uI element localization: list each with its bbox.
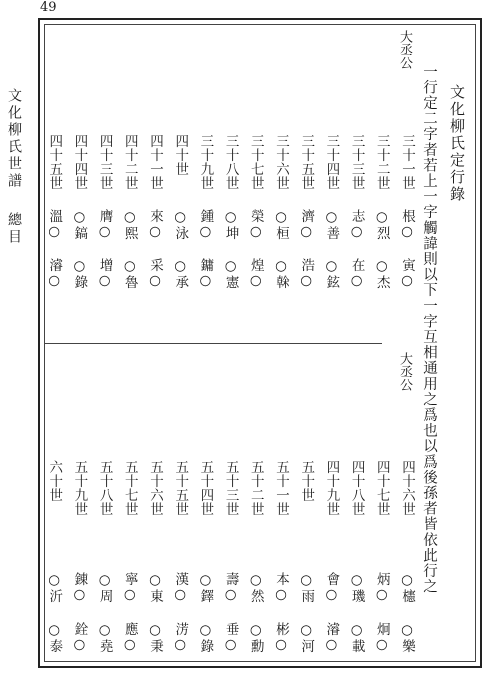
name-character-second: 寅○	[399, 258, 415, 290]
name-character-second: ○勳	[247, 622, 264, 654]
page-number: 49	[40, 0, 57, 15]
name-character-second: 浩○	[298, 258, 315, 290]
generation-label: 四十世	[172, 134, 189, 176]
generation-label: 三十六世	[273, 134, 289, 190]
name-character-first: 寧○	[121, 572, 138, 604]
generation-label: 三十七世	[247, 134, 264, 190]
name-character-second: ○秉	[147, 622, 163, 654]
generation-label: 五十五世	[172, 460, 189, 516]
rule-text: 一行定二字者若上一字觸諱則以下一字互相通用之爲也以爲後孫者皆依此行之	[421, 64, 437, 595]
generation-label: 四十七世	[373, 460, 390, 516]
name-character-second: 淓○	[172, 622, 189, 654]
name-character-second: 采○	[147, 258, 163, 290]
document-heading: 文化柳氏定行錄	[448, 84, 466, 203]
generation-label: 三十九世	[197, 134, 214, 190]
name-character-first: 濟○	[298, 209, 315, 241]
generation-label: 四十一世	[147, 134, 163, 190]
name-character-second: ○錄	[197, 622, 214, 654]
name-character-second: ○憲	[222, 258, 239, 290]
name-character-second: 在○	[348, 258, 365, 290]
name-character-second: 彬○	[273, 622, 289, 654]
generation-label: 三十四世	[323, 134, 340, 190]
name-character-first: 膺○	[96, 209, 113, 241]
name-character-second: ○鉉	[323, 258, 340, 290]
name-character-first: 本○	[273, 572, 289, 604]
name-character-second: 炯○	[373, 622, 390, 654]
name-character-first: ○周	[96, 572, 113, 604]
generation-label: 五十一世	[273, 460, 289, 516]
generation-label: 五十三世	[222, 460, 239, 516]
name-character-second: ○錄	[71, 258, 88, 290]
generation-label: 四十五世	[46, 134, 63, 190]
section-divider	[44, 343, 382, 344]
name-character-second: ○魯	[121, 258, 138, 290]
name-character-first: ○櫶	[399, 572, 415, 604]
section-label: 總目	[6, 212, 22, 246]
name-character-first: 來○	[147, 209, 163, 241]
generation-label: 五十九世	[71, 460, 88, 516]
generation-label: 五十二世	[247, 460, 264, 516]
name-character-first: ○烈	[373, 209, 390, 241]
generation-label: 四十六世	[399, 460, 415, 516]
generation-label: 三十三世	[348, 134, 365, 190]
name-character-first: ○然	[247, 572, 264, 604]
name-character-second: 增○	[96, 258, 113, 290]
name-character-second: 濬○	[46, 258, 63, 290]
name-character-second: 鏞○	[197, 258, 214, 290]
generation-label: 五十四世	[197, 460, 214, 516]
name-character-second: ○樂	[399, 622, 415, 654]
generation-label: 五十六世	[147, 460, 163, 516]
name-character-first: ○坤	[222, 209, 239, 241]
name-character-second: 煌○	[247, 258, 264, 290]
name-character-first: ○熙	[121, 209, 138, 241]
name-character-first: ○雨	[298, 572, 315, 604]
name-character-second: ○榦	[273, 258, 289, 290]
name-character-second: ○堯	[96, 622, 113, 654]
ancestor-label-lower: 大丞公	[397, 352, 412, 391]
name-character-first: ○鐸	[197, 572, 214, 604]
name-character-first: 會○	[323, 572, 340, 604]
generation-label: 三十八世	[222, 134, 239, 190]
generation-label: 五十八世	[96, 460, 113, 516]
name-character-first: ○鎬	[71, 209, 88, 241]
name-character-first: 溫○	[46, 209, 63, 241]
name-character-first: 壽○	[222, 572, 239, 604]
name-character-second: ○河	[298, 622, 315, 654]
name-character-second: ○載	[348, 622, 365, 654]
generation-label: 四十三世	[96, 134, 113, 190]
name-character-first: ○沂	[46, 572, 63, 604]
name-character-second: 垂○	[222, 622, 239, 654]
name-character-first: 鍾○	[197, 209, 214, 241]
name-character-first: 炳○	[373, 572, 390, 604]
name-character-first: 志○	[348, 209, 365, 241]
name-character-second: 銓○	[71, 622, 88, 654]
name-character-first: ○桓	[273, 209, 289, 241]
name-character-first: 根○	[399, 209, 415, 241]
generation-label: 五十世	[298, 460, 315, 502]
name-character-first: ○東	[147, 572, 163, 604]
generation-label: 三十五世	[298, 134, 315, 190]
name-character-first: ○善	[323, 209, 340, 241]
generation-label: 四十八世	[348, 460, 365, 516]
ancestor-label-upper: 大丞公	[397, 30, 412, 69]
name-character-first: ○璣	[348, 572, 365, 604]
generation-label: 四十九世	[323, 460, 340, 516]
generation-label: 六十世	[46, 460, 63, 502]
name-character-second: 應○	[121, 622, 138, 654]
name-character-second: ○杰	[373, 258, 390, 290]
generation-label: 五十七世	[121, 460, 138, 516]
name-character-first: ○泳	[172, 209, 189, 241]
generation-label: 四十二世	[121, 134, 138, 190]
name-character-second: ○承	[172, 258, 189, 290]
name-character-first: 榮○	[247, 209, 264, 241]
name-character-first: 錬○	[71, 572, 88, 604]
book-title: 文化柳氏世譜	[6, 88, 22, 190]
generation-label: 三十一世	[399, 134, 415, 190]
name-character-second: 濬○	[323, 622, 340, 654]
generation-label: 三十二世	[373, 134, 390, 190]
name-character-second: ○泰	[46, 622, 63, 654]
name-character-first: 漢○	[172, 572, 189, 604]
generation-label: 四十四世	[71, 134, 88, 190]
